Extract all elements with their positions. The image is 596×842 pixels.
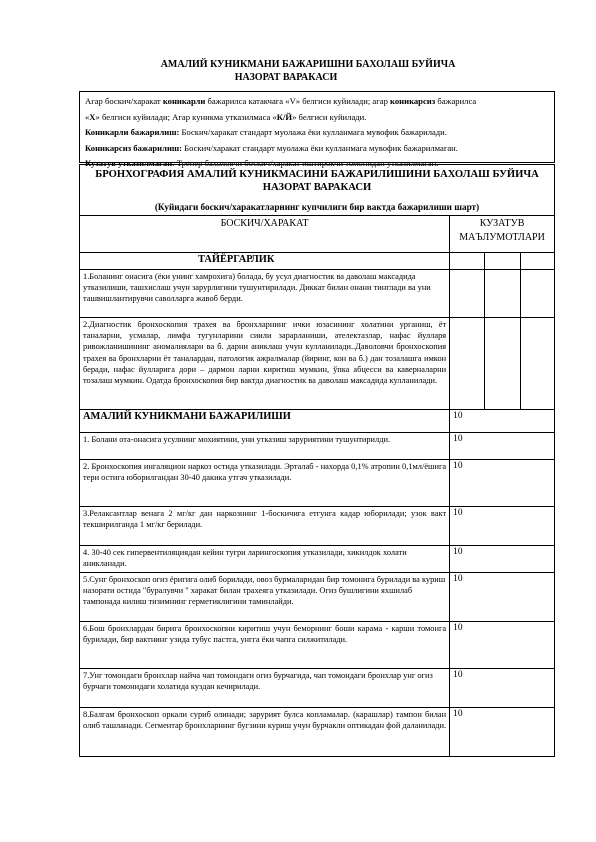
legend-line-5: Кузатув утказилмаган: Тренер бахоловчи боскич/харакат иштирокчи томонидан утказилмаган. xyxy=(85,158,439,169)
form-subtitle: (Куйидаги боскич/харакатларнинг купчилиги бир вактда бажарилиши шарт) xyxy=(154,202,480,212)
perf-item-1: 1. Болани ота-онасига усулнинг мохиятини, уни утказиш заруриятини тушунтирилди. xyxy=(80,433,450,460)
document-title-line2: НАЗОРАТ ВАРАКАСИ xyxy=(234,72,338,83)
check-cell[interactable] xyxy=(485,253,520,270)
form-title-cell xyxy=(80,165,555,216)
perf-item-2: 2. Бронхоскопия ингаляцион наркоз остида утказилади. Эрталаб - нахорда 0,1% атропин 0,1мл/ёшига тери остига юборилгандан 30-40 дакика утгач утказилади. xyxy=(80,460,450,507)
document-title-line1: АМАЛИЙ КУНИКМАНИ БАЖАРИШНИ БАХОЛАШ БУЙИЧА xyxy=(160,59,456,70)
perf-item-score: 10 xyxy=(450,546,555,573)
perf-item-score: 10 xyxy=(450,460,555,507)
check-cell[interactable] xyxy=(485,270,520,318)
prep-item-2: 2.Диагностик бронхоскопия трахея ва бронхларнинг ички юзасининг холатини урганиш, ёт таналарни, усмалар, лимфа тугунларини сиили зарарланиши, ателектазлар, нафас йулларя ривожланишининг аномалиялари ва б. дарни аниклаш учун кулланилади..Даволовчи бронхоскопия трахея ва бронхларни ёт таналардан, патологик ажралмалар (йиринг, кон ва б.) дан тозалашга имкон беради, нафас йулларига дори – дармон ларни киритиш мумкин, ўпка абцесси ва каверналарни тозалаш мумкин. Одатда бронхоскопия бир вактда диагностик ва даволаш максадида кулланилади. xyxy=(80,318,450,410)
check-cell[interactable] xyxy=(520,270,554,318)
perf-item-4: 4. 30-40 сек гипервентиляциядан кейин туғри ларингоскопия утказилади, хикилдок холати аникланади. xyxy=(80,546,450,573)
perf-item-3: 3.Релаксантлар венага 2 мг/кг дан наркознинг 1-боскичига етгунга кадар юборилади; узок вакт текширилганда 1 мг/кг берилади. xyxy=(80,507,450,546)
check-cell[interactable] xyxy=(450,253,485,270)
section-performance: АМАЛИЙ КУНИКМАНИ БАЖАРИЛИШИ xyxy=(80,410,450,433)
perf-item-7: 7.Унг томондаги бронхлар найча чап томондаги огиз бурчагида, чап томондаги бронхлар унг огиз бурчаги томонидаги холатида куздан кечирилади. xyxy=(80,669,450,708)
perf-item-score: 10 xyxy=(450,507,555,546)
legend-line-1: Агар боскич/харакат коникарли бажарилса катакчага «V» белгиси куйилади; агар коникарсиз бажарилса xyxy=(85,96,477,106)
perf-item-score: 10 xyxy=(450,573,555,622)
check-cell[interactable] xyxy=(450,318,485,410)
perf-item-score: 10 xyxy=(450,669,555,708)
section-preparation: ТАЙЁРГАРЛИК xyxy=(80,253,450,270)
perf-item-score: 10 xyxy=(450,622,555,669)
prep-item-1: 1.Боланинг онасига (ёки унинг хамрохига) болада, бу усул диагностик ва даволаш максадида утказилиши, ташхислаш учун зарурлигини тушунтирилади. Диккат билан онани тинглади ва уни ташвишлантирувчи саволларга жавоб берди. xyxy=(80,270,450,318)
check-cell[interactable] xyxy=(520,253,554,270)
legend-line-3: Коникарли бажарилиш: Боскич/харакат стандарт муолажа ёки кулланмага мувофик бажарилади. xyxy=(85,127,447,138)
column-header-observation: КУЗАТУВ МАЪЛУМОТЛАРИ xyxy=(450,216,555,253)
section-performance-score: 10 xyxy=(450,410,555,433)
grading-legend xyxy=(79,91,555,169)
check-cell[interactable] xyxy=(520,318,554,410)
column-header-step: БОСКИЧ/ХАРАКАТ xyxy=(80,216,450,253)
checklist-table xyxy=(79,164,555,757)
legend-line-2: «X» белгиси куйилади; Агар куникма утказилмаса «К/Й» белгиси куйилади. xyxy=(85,111,367,122)
legend-line-4: Коникарсиз бажарилиш: Боскич/харакат стандарт муолажа ёки кулланмага мувофик бажарилмаган. xyxy=(85,142,458,153)
perf-item-5: 5.Сунг бронхоскоп огиз ёригига олиб борилади, овоз бурмаларидан бир томонига бурилади ва куриш назорати остида "буралувчи " харакат билан трахеяга утказилади. Огиз бушлигини яхшилаб тампонада килиш тизимнинг герметиклигини таминлайди. xyxy=(80,573,450,622)
perf-item-8: 8.Балгам бронхоскоп оркали суриб олинади; зарурият булса копламалар. (карашлар) тампон билан олиб ташланади. Сегментар бронхларнинг бугзини куриш учун бурчакли оптикадан фой даланилади. xyxy=(80,708,450,757)
check-cell[interactable] xyxy=(450,270,485,318)
form-title: БРОНХОГРАФИЯ АМАЛИЙ КУНИКМАСИНИ БАЖАРИЛИШИНИ БАХОЛАШ БУЙИЧА НАЗОРАТ ВАРАКАСИ xyxy=(95,169,539,193)
perf-item-6: 6.Бош бронхлардан бирига бронхоскопни киритиш учун беморнинг боши карама - карши томонга бурилади, бир вактнинг узида тубус пастга, унгга ёки чапга силжитилади. xyxy=(80,622,450,669)
check-cell[interactable] xyxy=(485,318,520,410)
perf-item-score: 10 xyxy=(450,708,555,757)
perf-item-score: 10 xyxy=(450,433,555,460)
